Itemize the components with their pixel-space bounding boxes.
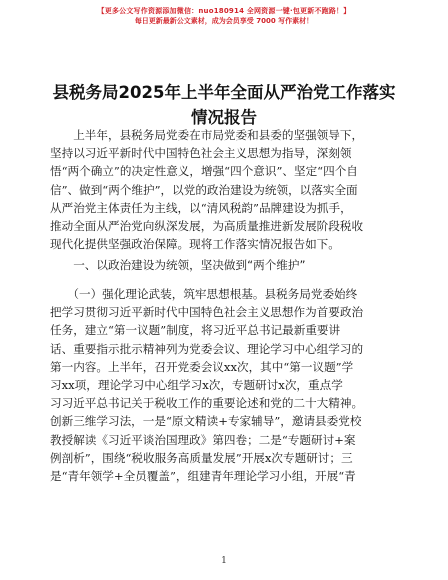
intro-line: 信”、做到“两个维护”，以党的政治建设为统领，以落实全面 bbox=[50, 182, 358, 197]
body-line: （一）强化理论武装，筑牢思想根基。县税务局党委始终 bbox=[50, 287, 358, 301]
body-line: 创新三维学习法，一是“原文精读+专家辅导”，邀请县委党校 bbox=[50, 414, 362, 429]
body-line: 第一内容。上半年，召开党委会议xx次，其中“第一议题”学 bbox=[50, 359, 354, 374]
body-line: 是“青年领学+全员覆盖”，组建青年理论学习小组，开展“青 bbox=[50, 469, 356, 484]
section-1-paragraph bbox=[50, 285, 390, 485]
promo-banner bbox=[0, 6, 448, 26]
intro-line: 悟“两个确立”的决定性意义，增强“四个意识”、坚定“四个自 bbox=[50, 164, 358, 179]
page-number: 1 bbox=[221, 556, 227, 566]
document-title-line-1: 县税务局2025年上半年全面从严治党工作落实 bbox=[52, 83, 396, 102]
promo-banner-line-1: 【更多公文写作资源添加微信：nuo180914 全网资源一键·包更新不跑路！】 bbox=[97, 7, 351, 15]
intro-line: 从严治党主体责任为主线，以“清风税韵”品牌建设为抓手， bbox=[50, 200, 352, 215]
section-1-heading: 一、以政治建设为统领，坚决做到“两个维护” bbox=[50, 258, 306, 272]
intro-line: 坚持以习近平新时代中国特色社会主义思想为指导，深刻领 bbox=[50, 146, 352, 161]
body-line: 习习近平总书记关于税收工作的重要论述和党的二十大精神。 bbox=[50, 396, 364, 411]
document-title-line-2: 情况报告 bbox=[191, 108, 257, 127]
intro-line: 上半年，县税务局党委在市局党委和县委的坚强领导下， bbox=[50, 128, 364, 142]
intro-line: 推动全面从严治党向纵深发展，为高质量推进新发展阶段税收 bbox=[50, 219, 364, 234]
promo-banner-line-2: 每日更新最新公文素材，成为会员享受 7000 写作素材！ bbox=[134, 17, 314, 25]
body-line: 习xx项，理论学习中心组学习x次，专题研讨x次，重点学 bbox=[50, 378, 343, 393]
body-line: 例剖析”，围绕“税收服务高质量发展”开展x次专题研讨；三 bbox=[50, 450, 353, 465]
body-line: 把学习贯彻习近平新时代中国特色社会主义思想作为首要政治 bbox=[50, 305, 364, 320]
document-title bbox=[40, 80, 408, 130]
body-line: 话、重要指示批示精神列为党委会议、理论学习中心组学习的 bbox=[50, 341, 364, 356]
intro-line: 现代化提供坚强政治保障。现将工作落实情况报告如下。 bbox=[50, 237, 340, 252]
body-line: 教授解读《习近平谈治国理政》第四卷；二是“专题研讨+案 bbox=[50, 432, 356, 447]
body-line: 任务，建立“第一议题”制度，将习近平总书记最新重要讲 bbox=[50, 323, 341, 338]
intro-paragraph bbox=[50, 126, 390, 253]
